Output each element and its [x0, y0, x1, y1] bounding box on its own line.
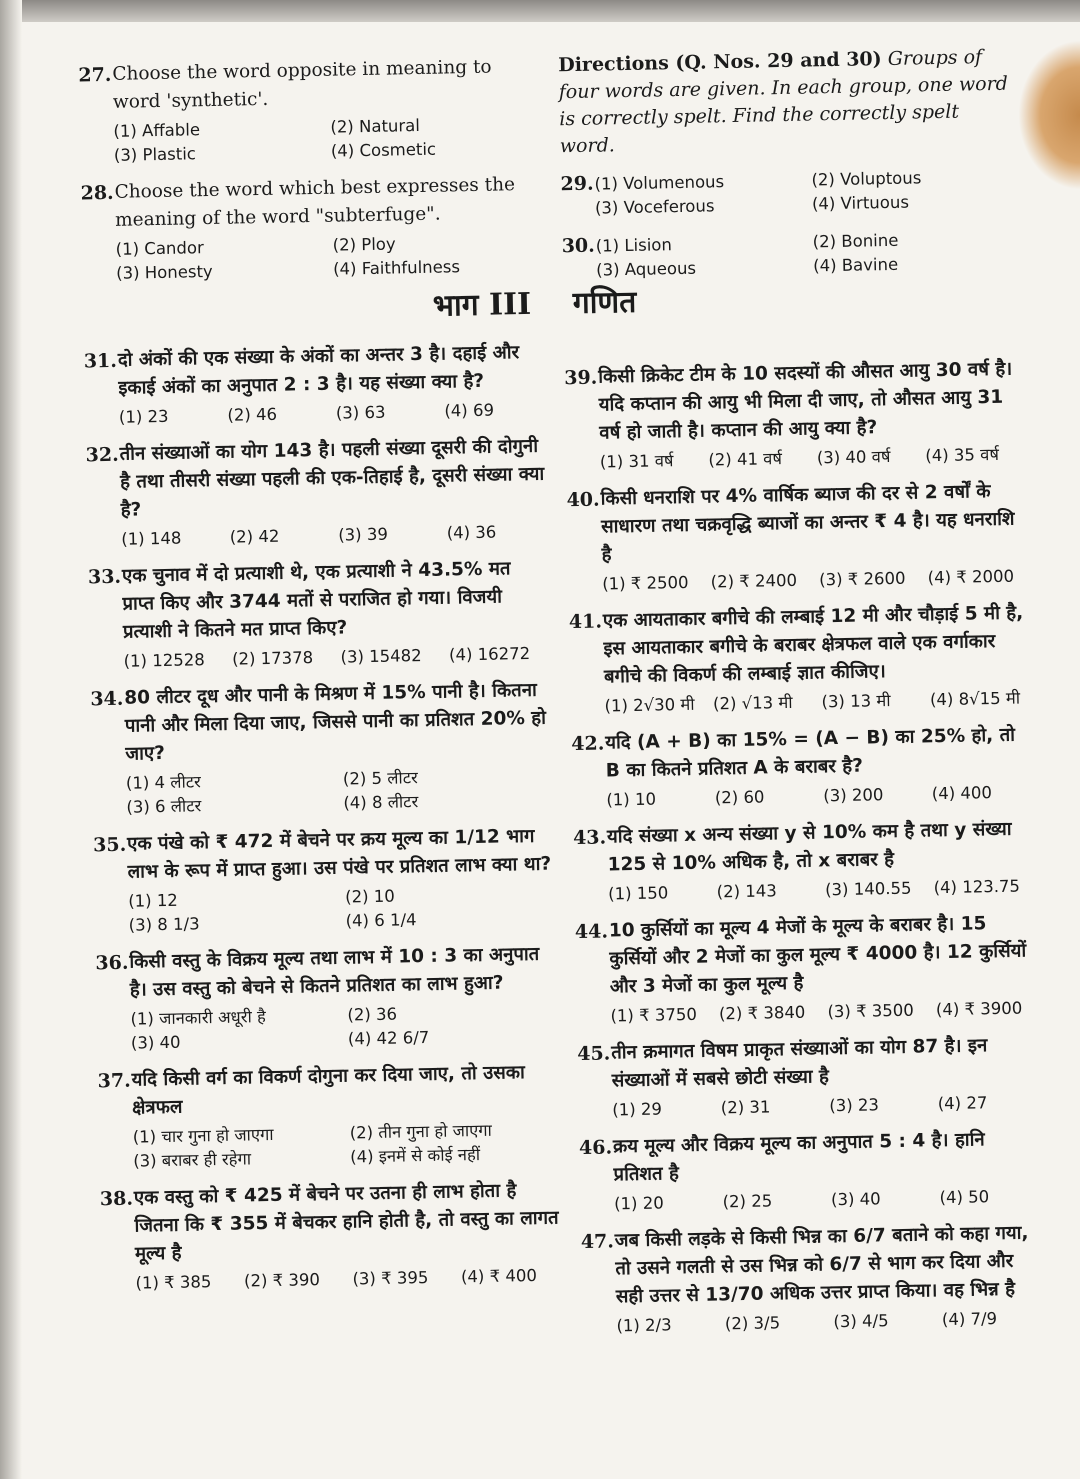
answer-option: (2) Voluptous — [811, 168, 922, 190]
question-number: 34. — [90, 687, 124, 711]
answer-option: (3) 40 — [130, 1032, 181, 1053]
exam-page — [78, 42, 1080, 1451]
answer-option: (3) ₹ 3500 — [827, 1000, 914, 1022]
answer-option: (1) ₹ 3750 — [610, 1004, 698, 1026]
answer-option: (1) 12528 — [123, 650, 205, 671]
answer-option: (4) 42 6/7 — [347, 1027, 430, 1049]
question-number: 45. — [577, 1042, 611, 1066]
section-part: भाग III — [432, 286, 532, 324]
answer-option: (1) 150 — [607, 883, 669, 904]
option-list — [130, 1000, 557, 1054]
question — [88, 555, 550, 674]
answer-option: (3) ₹ 395 — [352, 1268, 429, 1289]
question — [100, 1176, 562, 1295]
question — [560, 161, 1021, 220]
question-number: 28. — [80, 181, 114, 205]
page-top-strip — [0, 0, 1080, 22]
answer-option: (2) 36 — [347, 1004, 398, 1025]
answer-option: (2) √13 मी — [712, 692, 793, 714]
left-column — [78, 53, 562, 1308]
question-text: यदि (A + B) का 15% = (A − B) का 25% हो, तो B का कितने प्रतिशत A के बराबर है? — [605, 724, 1016, 782]
question-text: जब किसी लड़के से किसी भिन्न का 6/7 बताने को कहा गया, तो उसने गलती से उस भिन्न को 6/7 से भाग कर दिया और सही उत्तर से 13/70 अधिक उत्तर प्राप्त किया। वह भिन्न है — [614, 1222, 1029, 1308]
answer-option: (2) 143 — [716, 881, 777, 902]
directions-text: Groups of four words are given. In each group, one word is correctly spelt. Find the correctly spelt word. — [558, 46, 1009, 158]
math-questions-right — [564, 355, 1043, 1338]
answer-option: (4) Cosmetic — [330, 139, 437, 161]
option-list — [119, 399, 545, 429]
answer-option: (2) Ploy — [332, 234, 396, 255]
option-list — [614, 1185, 1040, 1215]
answer-option: (3) 23 — [829, 1095, 880, 1116]
question-number: 32. — [85, 443, 119, 467]
question-number: 31. — [83, 349, 118, 373]
answer-option: (1) ₹ 385 — [135, 1272, 212, 1293]
question-number: 36. — [95, 951, 129, 975]
question-text: एक आयताकार बगीचे की लम्बाई 12 मी और चौड़ाई 5 मी है, इस आयताकार बगीचे के बराबर क्षेत्रफल वाले एक वर्गाकार बगीचे की विकर्ण की लम्बाई ज्ञात कीजिए। — [602, 602, 1024, 688]
question-number: 33. — [87, 565, 122, 589]
answer-option: (3) 8 1/3 — [128, 914, 200, 935]
question — [93, 823, 555, 938]
answer-option: (2) तीन गुना हो जाएगा — [349, 1120, 493, 1143]
option-list — [616, 1307, 1042, 1337]
question-text: तीन क्रमागत विषम प्राकृत संख्याओं का योग 87 है। इन संख्याओं में सबसे छोटी संख्या है — [611, 1035, 988, 1092]
question-number: 37. — [97, 1069, 131, 1093]
question-text: Choose the word which best expresses the meaning of the word "subterfuge". — [114, 174, 516, 231]
answer-option: (2) 41 वर्ष — [708, 449, 783, 470]
answer-option: (1) 2/3 — [616, 1315, 672, 1336]
answer-option: (1) Candor — [115, 238, 204, 259]
question-number: 40. — [566, 488, 600, 512]
answer-option: (1) 2√30 मी — [604, 694, 695, 716]
question — [85, 433, 547, 552]
answer-option: (2) Natural — [330, 115, 421, 137]
question-number: 44. — [574, 920, 609, 944]
question-text: एक वस्तु को ₹ 425 में बेचने पर उतना ही लाभ होता है जितना कि ₹ 355 में बेचकर हानि होती है, तो वस्तु का लागत मूल्य है — [133, 1180, 559, 1265]
answer-option: (2) 60 — [714, 787, 765, 808]
question — [564, 355, 1026, 474]
question-number: 47. — [580, 1230, 615, 1254]
answer-option: (4) 8 लीटर — [343, 792, 419, 813]
answer-option: (2) ₹ 3840 — [718, 1002, 806, 1024]
answer-option: (1) 23 — [118, 406, 169, 427]
question-text: एक चुनाव में दो प्रत्याशी थे, एक प्रत्याशी ने 43.5% मत प्राप्त किए और 3744 मतों से पराजित हो गया। विजयी प्रत्याशी ने कितने मत प्राप्त किए? — [121, 558, 511, 643]
question — [80, 171, 542, 286]
question — [573, 815, 1034, 906]
question-number: 42. — [571, 732, 605, 756]
right-column — [558, 43, 1043, 1350]
question-number: 27. — [78, 63, 112, 87]
answer-option: (4) 36 — [446, 522, 497, 543]
option-list — [610, 997, 1036, 1027]
directions-prefix: Directions (Q. Nos. 29 and 30) — [558, 48, 882, 77]
answer-option: (1) Volumenous — [594, 172, 725, 194]
answer-option: (4) इनमें से कोई नहीं — [349, 1144, 481, 1167]
question-number: 39. — [564, 366, 598, 390]
answer-option: (4) ₹ 2000 — [927, 566, 1015, 588]
question-number: 38. — [99, 1187, 134, 1211]
answer-option: (2) 25 — [722, 1191, 773, 1212]
spelling-questions — [560, 161, 1022, 282]
option-list — [602, 565, 1028, 595]
question-text: किसी धनराशि पर 4% वार्षिक ब्याज की दर से 2 वर्षों के साधारण तथा चक्रवृद्धि ब्याजों का अन्तर ₹ 4 है। यह धनराशि है — [600, 481, 1015, 566]
answer-option: (4) 400 — [931, 783, 993, 804]
question — [566, 477, 1028, 596]
question-text: क्रय मूल्य और विक्रय मूल्य का अनुपात 5 : 4 है। हानि प्रतिशत है — [612, 1129, 985, 1186]
question-text: तीन संख्याओं का योग 143 है। पहली संख्या दूसरी की दोगुनी है तथा तीसरी संख्या पहली की एक-तिहाई है, दूसरी संख्या क्या है? — [119, 435, 545, 521]
question — [569, 599, 1031, 718]
directions — [558, 43, 1020, 160]
question-text: Choose the word opposite in meaning to word 'synthetic'. — [112, 56, 492, 113]
question-number: 29. — [560, 172, 594, 196]
answer-option: (3) 40 वर्ष — [816, 446, 891, 468]
answer-option: (3) ₹ 2600 — [818, 568, 906, 590]
answer-option: (2) 17378 — [231, 648, 314, 669]
question-text: एक पंखे को ₹ 472 में बेचने पर क्रय मूल्य का 1/12 भाग लाभ के रूप में प्राप्त हुआ। उस पंखे पर प्रतिशत लाभ क्या था? — [126, 825, 552, 883]
question — [78, 53, 540, 168]
option-list — [135, 1264, 561, 1294]
question — [577, 1031, 1038, 1122]
answer-option: (1) 31 वर्ष — [599, 451, 674, 472]
page-fold-shadow — [0, 0, 22, 1479]
answer-option: (4) 123.75 — [933, 876, 1021, 898]
question-text: किसी क्रिकेट टीम के 10 सदस्यों की औसत आयु 30 वर्ष है। यदि कप्तान की आयु भी मिला दी जाए, तो औसत आयु 31 वर्ष हो जाती है। कप्तान की आयु क्या है? — [598, 358, 1013, 444]
question-number: 35. — [92, 833, 127, 857]
answer-option: (2) 46 — [227, 404, 278, 425]
answer-option: (1) 12 — [128, 890, 179, 911]
answer-option: (4) Virtuous — [811, 192, 910, 214]
option-list — [594, 165, 1021, 219]
answer-option: (1) 148 — [121, 528, 182, 549]
answer-option: (4) ₹ 3900 — [935, 998, 1023, 1020]
question — [97, 1058, 559, 1173]
question-text: दो अंकों की एक संख्या के अंकों का अन्तर 3 है। दहाई और इकाई अंकों का अनुपात 2 : 3 है। यह संख्या क्या है? — [117, 342, 520, 399]
answer-option: (3) Voceferous — [594, 196, 715, 218]
answer-option: (3) बराबर ही रहेगा — [133, 1149, 252, 1171]
answer-option: (1) 20 — [613, 1193, 664, 1214]
answer-option: (3) 15482 — [340, 646, 422, 667]
option-list — [612, 1091, 1038, 1121]
answer-option: (3) Plastic — [113, 144, 197, 165]
answer-option: (3) 39 — [338, 524, 389, 545]
question-text: यदि संख्या x अन्य संख्या y से 10% कम है तथा y संख्या 125 से 10% अधिक है, तो x बराबर है — [606, 818, 1012, 876]
answer-option: (1) 4 लीटर — [125, 772, 202, 793]
answer-option: (1) 29 — [612, 1099, 663, 1120]
answer-option: (4) Faithfulness — [332, 257, 461, 279]
question — [581, 1219, 1043, 1338]
answer-option: (4) 16272 — [448, 643, 531, 665]
question — [90, 677, 552, 820]
answer-option: (3) 200 — [823, 785, 884, 806]
answer-option: (4) 35 वर्ष — [925, 444, 1000, 466]
answer-option: (2) 42 — [229, 526, 280, 547]
answer-option: (1) 10 — [606, 789, 657, 810]
answer-option: (2) 10 — [344, 886, 395, 907]
answer-option: (3) 40 — [830, 1189, 881, 1210]
answer-option: (3) 6 लीटर — [126, 796, 202, 817]
answer-option: (1) Lision — [595, 235, 673, 256]
question — [579, 1125, 1040, 1216]
option-list — [600, 443, 1026, 473]
question-text: यदि किसी वर्ग का विकर्ण दोगुना कर दिया जाए, तो उसका क्षेत्रफल — [131, 1062, 525, 1119]
answer-option: (4) 8√15 मी — [929, 688, 1021, 710]
question-number: 43. — [572, 826, 607, 850]
answer-option: (4) 69 — [444, 400, 495, 421]
section-subject: गणित — [572, 284, 637, 322]
option-list — [113, 113, 540, 167]
answer-option: (1) चार गुना हो जाएगा — [132, 1124, 274, 1147]
answer-option: (1) जानकारी अधूरी है — [130, 1007, 266, 1029]
option-list — [606, 781, 1032, 811]
answer-option: (4) ₹ 400 — [460, 1265, 538, 1287]
question — [95, 941, 557, 1056]
answer-option: (2) ₹ 390 — [243, 1270, 321, 1291]
question-number: 46. — [578, 1136, 613, 1160]
answer-option: (2) 3/5 — [724, 1313, 781, 1334]
option-list — [123, 643, 549, 673]
answer-option: (2) 31 — [720, 1097, 771, 1118]
answer-option: (4) 6 1/4 — [345, 910, 417, 931]
answer-option: (4) Bavine — [812, 254, 899, 276]
answer-option: (1) Affable — [113, 120, 201, 141]
question-text: किसी वस्तु के विक्रय मूल्य तथा लाभ में 10 : 3 का अनुपात है। उस वस्तु को बेचने से कितने प्रतिशत का लाभ हुआ? — [129, 943, 540, 1001]
answer-option: (3) Aqueous — [596, 258, 697, 280]
option-list — [128, 883, 555, 937]
answer-option: (2) Bonine — [812, 230, 899, 252]
question-number: 41. — [568, 610, 603, 634]
answer-option: (3) 63 — [335, 402, 386, 423]
answer-option: (4) 7/9 — [941, 1309, 998, 1330]
question — [575, 909, 1037, 1028]
option-list — [608, 875, 1034, 905]
question-text: 10 कुर्सियों का मूल्य 4 मेजों के मूल्य के बराबर है। 15 कुर्सियों और 2 मेजों का कुल मूल्य ₹ 4000 है। 12 कुर्सियों और 3 मेजों का कुल मूल्य है — [608, 913, 1027, 998]
option-list — [604, 687, 1030, 717]
option-list — [133, 1118, 560, 1172]
question — [84, 339, 545, 430]
answer-option: (3) 4/5 — [833, 1311, 889, 1332]
question-number: 30. — [561, 234, 595, 258]
answer-option: (3) 140.55 — [824, 878, 912, 900]
answer-option: (4) 27 — [937, 1093, 988, 1114]
answer-option: (4) 50 — [939, 1187, 990, 1208]
question — [571, 721, 1032, 812]
answer-option: (2) ₹ 2400 — [710, 570, 798, 592]
answer-option: (1) ₹ 2500 — [602, 572, 689, 594]
answer-option: (2) 5 लीटर — [342, 768, 418, 789]
option-list — [116, 231, 543, 285]
option-list — [121, 521, 547, 551]
option-list — [126, 765, 553, 819]
question-text: 80 लीटर दूध और पानी के मिश्रण में 15% पानी है। कितना पानी और मिला दिया जाए, जिससे पानी का प्रतिशत 20% हो जाए? — [124, 679, 547, 765]
answer-option: (3) 13 मी — [821, 691, 891, 712]
answer-option: (3) Honesty — [115, 261, 213, 283]
